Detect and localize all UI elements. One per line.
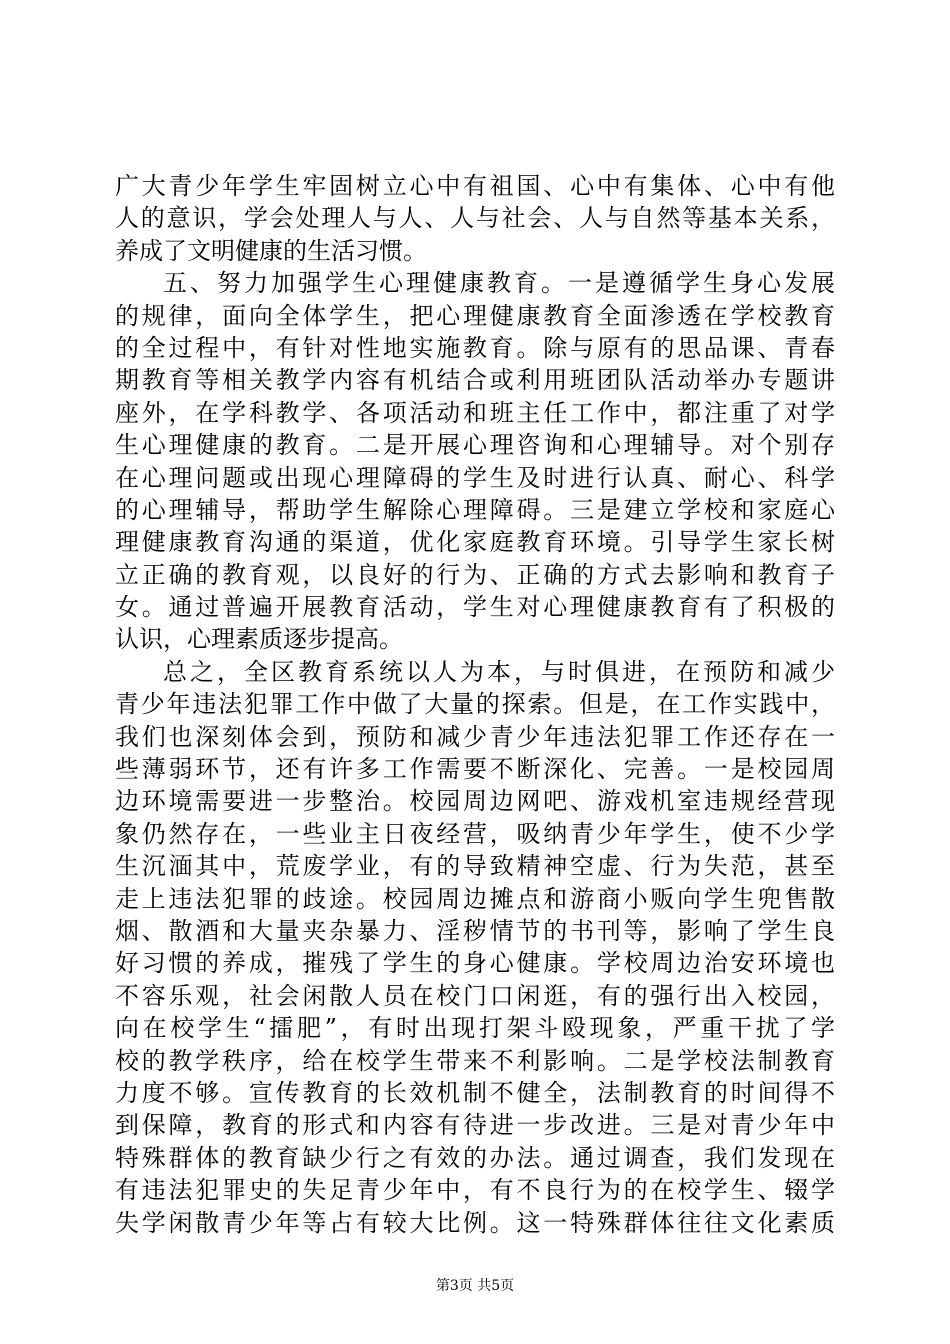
text-line: 青少年违法犯罪工作中做了大量的探索。但是，在工作实践中，: [115, 690, 835, 719]
text-line: 到保障，教育的形式和内容有待进一步改进。三是对青少年中: [115, 1111, 835, 1140]
page-footer: 第3页 共5页: [435, 1278, 515, 1294]
text-line: 象仍然存在，一些业主日夜经营，吸纳青少年学生，使不少学: [115, 819, 835, 848]
text-line: 有违法犯罪史的失足青少年中，有不良行为的在校学生、辍学: [115, 1176, 835, 1205]
text-line: 广大青少年学生牢固树立心中有祖国、心中有集体、心中有他: [115, 172, 835, 200]
text-line: 在心理问题或出现心理障碍的学生及时进行认真、耐心、科学: [115, 463, 835, 492]
text-line: 总之，全区教育系统以人为本，与时俱进，在预防和减少: [163, 657, 835, 686]
text-line: 女。通过普遍开展教育活动，学生对心理健康教育有了积极的: [115, 593, 835, 622]
text-line: 理健康教育沟通的渠道，优化家庭教育环境。引导学生家长树: [115, 528, 835, 557]
text-line: 烟、散酒和大量夹杂暴力、淫秽情节的书刊等，影响了学生良: [115, 916, 835, 945]
text-line: 好习惯的养成，摧残了学生的身心健康。学校周边治安环境也: [115, 949, 835, 978]
text-line: 不容乐观，社会闲散人员在校门口闲逛，有的强行出入校园，: [115, 981, 835, 1010]
text-line: 些薄弱环节，还有许多工作需要不断深化、完善。一是校园周: [115, 755, 835, 784]
text-line: 走上违法犯罪的歧途。校园周边摊点和游商小贩向学生兜售散: [115, 884, 835, 913]
text-line: 我们也深刻体会到，预防和减少青少年违法犯罪工作还存在一: [115, 722, 835, 751]
text-line: 边环境需要进一步整治。校园周边网吧、游戏机室违规经营现: [115, 787, 835, 816]
text-line: 的全过程中，有针对性地实施教育。除与原有的思品课、青春: [115, 333, 835, 362]
text-line: 认识，心理素质逐步提高。: [115, 625, 403, 654]
text-line: 生心理健康的教育。二是开展心理咨询和心理辅导。对个别存: [115, 431, 835, 460]
text-line: 的规律，面向全体学生，把心理健康教育全面渗透在学校教育: [115, 301, 835, 330]
text-line: 向在校学生“擂肥”，有时出现打架斗殴现象，严重干扰了学: [115, 1014, 835, 1043]
text-line: 养成了文明健康的生活习惯。: [115, 236, 427, 265]
text-line: 特殊群体的教育缺少行之有效的办法。通过调查，我们发现在: [115, 1143, 835, 1172]
text-line: 的心理辅导，帮助学生解除心理障碍。三是建立学校和家庭心: [115, 495, 835, 524]
text-line: 力度不够。宣传教育的长效机制不健全，法制教育的时间得不: [115, 1078, 835, 1107]
text-line: 期教育等相关教学内容有机结合或利用班团队活动举办专题讲: [115, 366, 835, 395]
body-text: [115, 170, 835, 1239]
text-line: 人的意识，学会处理人与人、人与社会、人与自然等基本关系，: [115, 204, 835, 233]
text-line: 五、努力加强学生心理健康教育。一是遵循学生身心发展: [163, 269, 835, 298]
text-line: 座外，在学科教学、各项活动和班主任工作中，都注重了对学: [115, 398, 835, 427]
text-line: 生沉湎其中，荒废学业，有的导致精神空虚、行为失范，甚至: [115, 852, 835, 881]
text-line: 失学闲散青少年等占有较大比例。这一特殊群体往往文化素质: [115, 1208, 835, 1237]
text-line: 校的教学秩序，给在校学生带来不利影响。二是学校法制教育: [115, 1046, 835, 1075]
text-line: 立正确的教育观，以良好的行为、正确的方式去影响和教育子: [115, 560, 835, 589]
